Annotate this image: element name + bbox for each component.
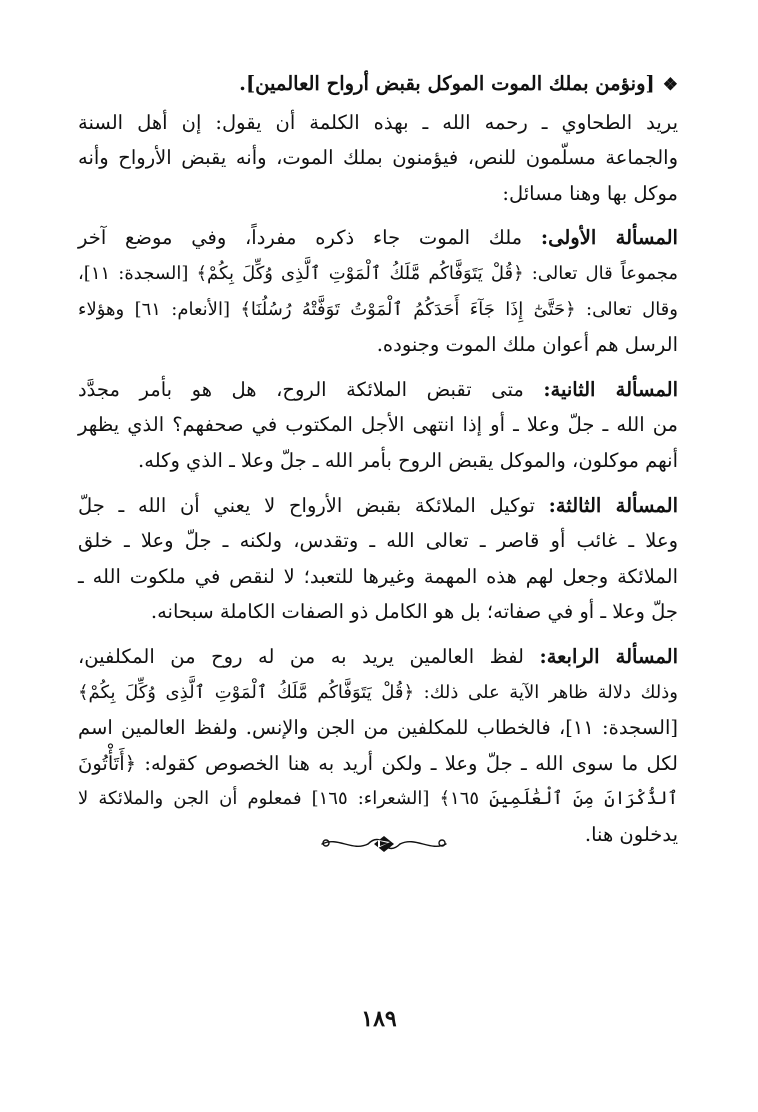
paragraph-issue-4 [78,639,678,853]
text-line: المسألة الأولى: ملك الموت جاء ذكره مفرداً، وفي موضع آخر [78,226,678,250]
paragraph-issue-2 [78,372,678,479]
diamond-bullet-icon: ❖ [662,75,678,95]
text-line: من الله ـ جلّ وعلا ـ أو إذا انتهى الأجل المكتوب في صحفهم؟ الذي يظهر [78,413,678,437]
text-line: موكل بها وهنا مسائل: [502,181,678,205]
text-line: وعلا ـ غائب أو قاصر ـ تعالى الله ـ وتقدس، ولكنه ـ جلّ وعلا ـ خلق [78,529,678,553]
text-line: المسألة الثالثة: توكيل الملائكة بقبض الأرواح لا يعني أن الله ـ جلّ [78,493,678,517]
text-line: يدخلون هنا. [584,822,678,846]
text-line: جلّ وعلا ـ أو في صفاته؛ بل هو الكامل ذو الصفات الكاملة سبحانه. [150,600,678,624]
issue-title: المسألة الثانية: [543,377,678,401]
issue-title: المسألة الثالثة: [548,493,678,517]
issue-title: المسألة الأولى: [540,226,678,250]
text-line: أنهم موكلون، والموكل يقبض الروح بأمر الله ـ جلّ وعلا ـ الذي وكله. [138,448,678,472]
section-heading [78,66,678,104]
text-line: الرسل هم أعوان ملك الموت وجنوده. [376,333,678,357]
paragraph-issue-1 [78,220,678,362]
text-line: [السجدة: ١١]، فالخطاب للمكلفين من الجن والإنس. ولفظ العالمين اسم [78,716,679,740]
text-line: ٱلذُّكْرَانَ مِنَ ٱلْعَٰلَمِينَ ١٦٥﴾ [الشعراء: ١٦٥] فمعلوم أن الجن والملائكة لا [78,788,678,810]
text-line: المسألة الثانية: متى تقبض الملائكة الروح، هل هو بأمر مجدَّد [78,377,678,401]
page-number: ١٨٩ [361,1006,397,1032]
issue-title: المسألة الرابعة: [539,644,678,668]
ornament-divider-icon [318,830,450,858]
heading-text: [ونؤمن بملك الموت الموكل بقبض أرواح العالمين]. [239,72,655,95]
text-line: لكل ما سوى الله ـ جلّ وعلا ـ ولكن أريد به هنا الخصوص كقوله: ﴿أَتَأْتُونَ [78,751,678,775]
text-line: وذلك دلالة ظاهر الآية على ذلك: ﴿قُلْ يَتَوَفَّاكُم مَّلَكُ ٱلْمَوْتِ ٱلَّذِى وُكِّلَ بِكُمْ﴾ [78,681,678,703]
text-line: يريد الطحاوي ـ رحمه الله ـ بهذه الكلمة أن يقول: إن أهل السنة [78,110,678,134]
text-line: الملائكة وجعل لهم هذه المهمة وغيرها للتعبد؛ لا لنقص في ملكوت الله ـ [78,564,678,588]
text-line: وقال تعالى: ﴿حَتَّىٰٓ إِذَا جَآءَ أَحَدَكُمُ ٱلْمَوْتُ تَوَفَّتْهُ رُسُلُنَا﴾ [الأنعام: ٦١] وهؤلاء [78,298,678,320]
page-body [78,66,678,852]
text-line: والجماعة مسلّمون للنص، فيؤمنون بملك الموت، وأنه يقبض الأرواح وأنه [78,146,678,170]
paragraph-issue-3 [78,488,678,630]
paragraph-intro [78,105,678,212]
text-line: المسألة الرابعة: لفظ العالمين يريد به من له روح من المكلفين، [78,644,678,668]
text-line: مجموعاً قال تعالى: ﴿قُلْ يَتَوَفَّاكُم مَّلَكُ ٱلْمَوْتِ ٱلَّذِى وُكِّلَ بِكُمْ﴾ [السجدة: ١١]، [78,262,678,284]
